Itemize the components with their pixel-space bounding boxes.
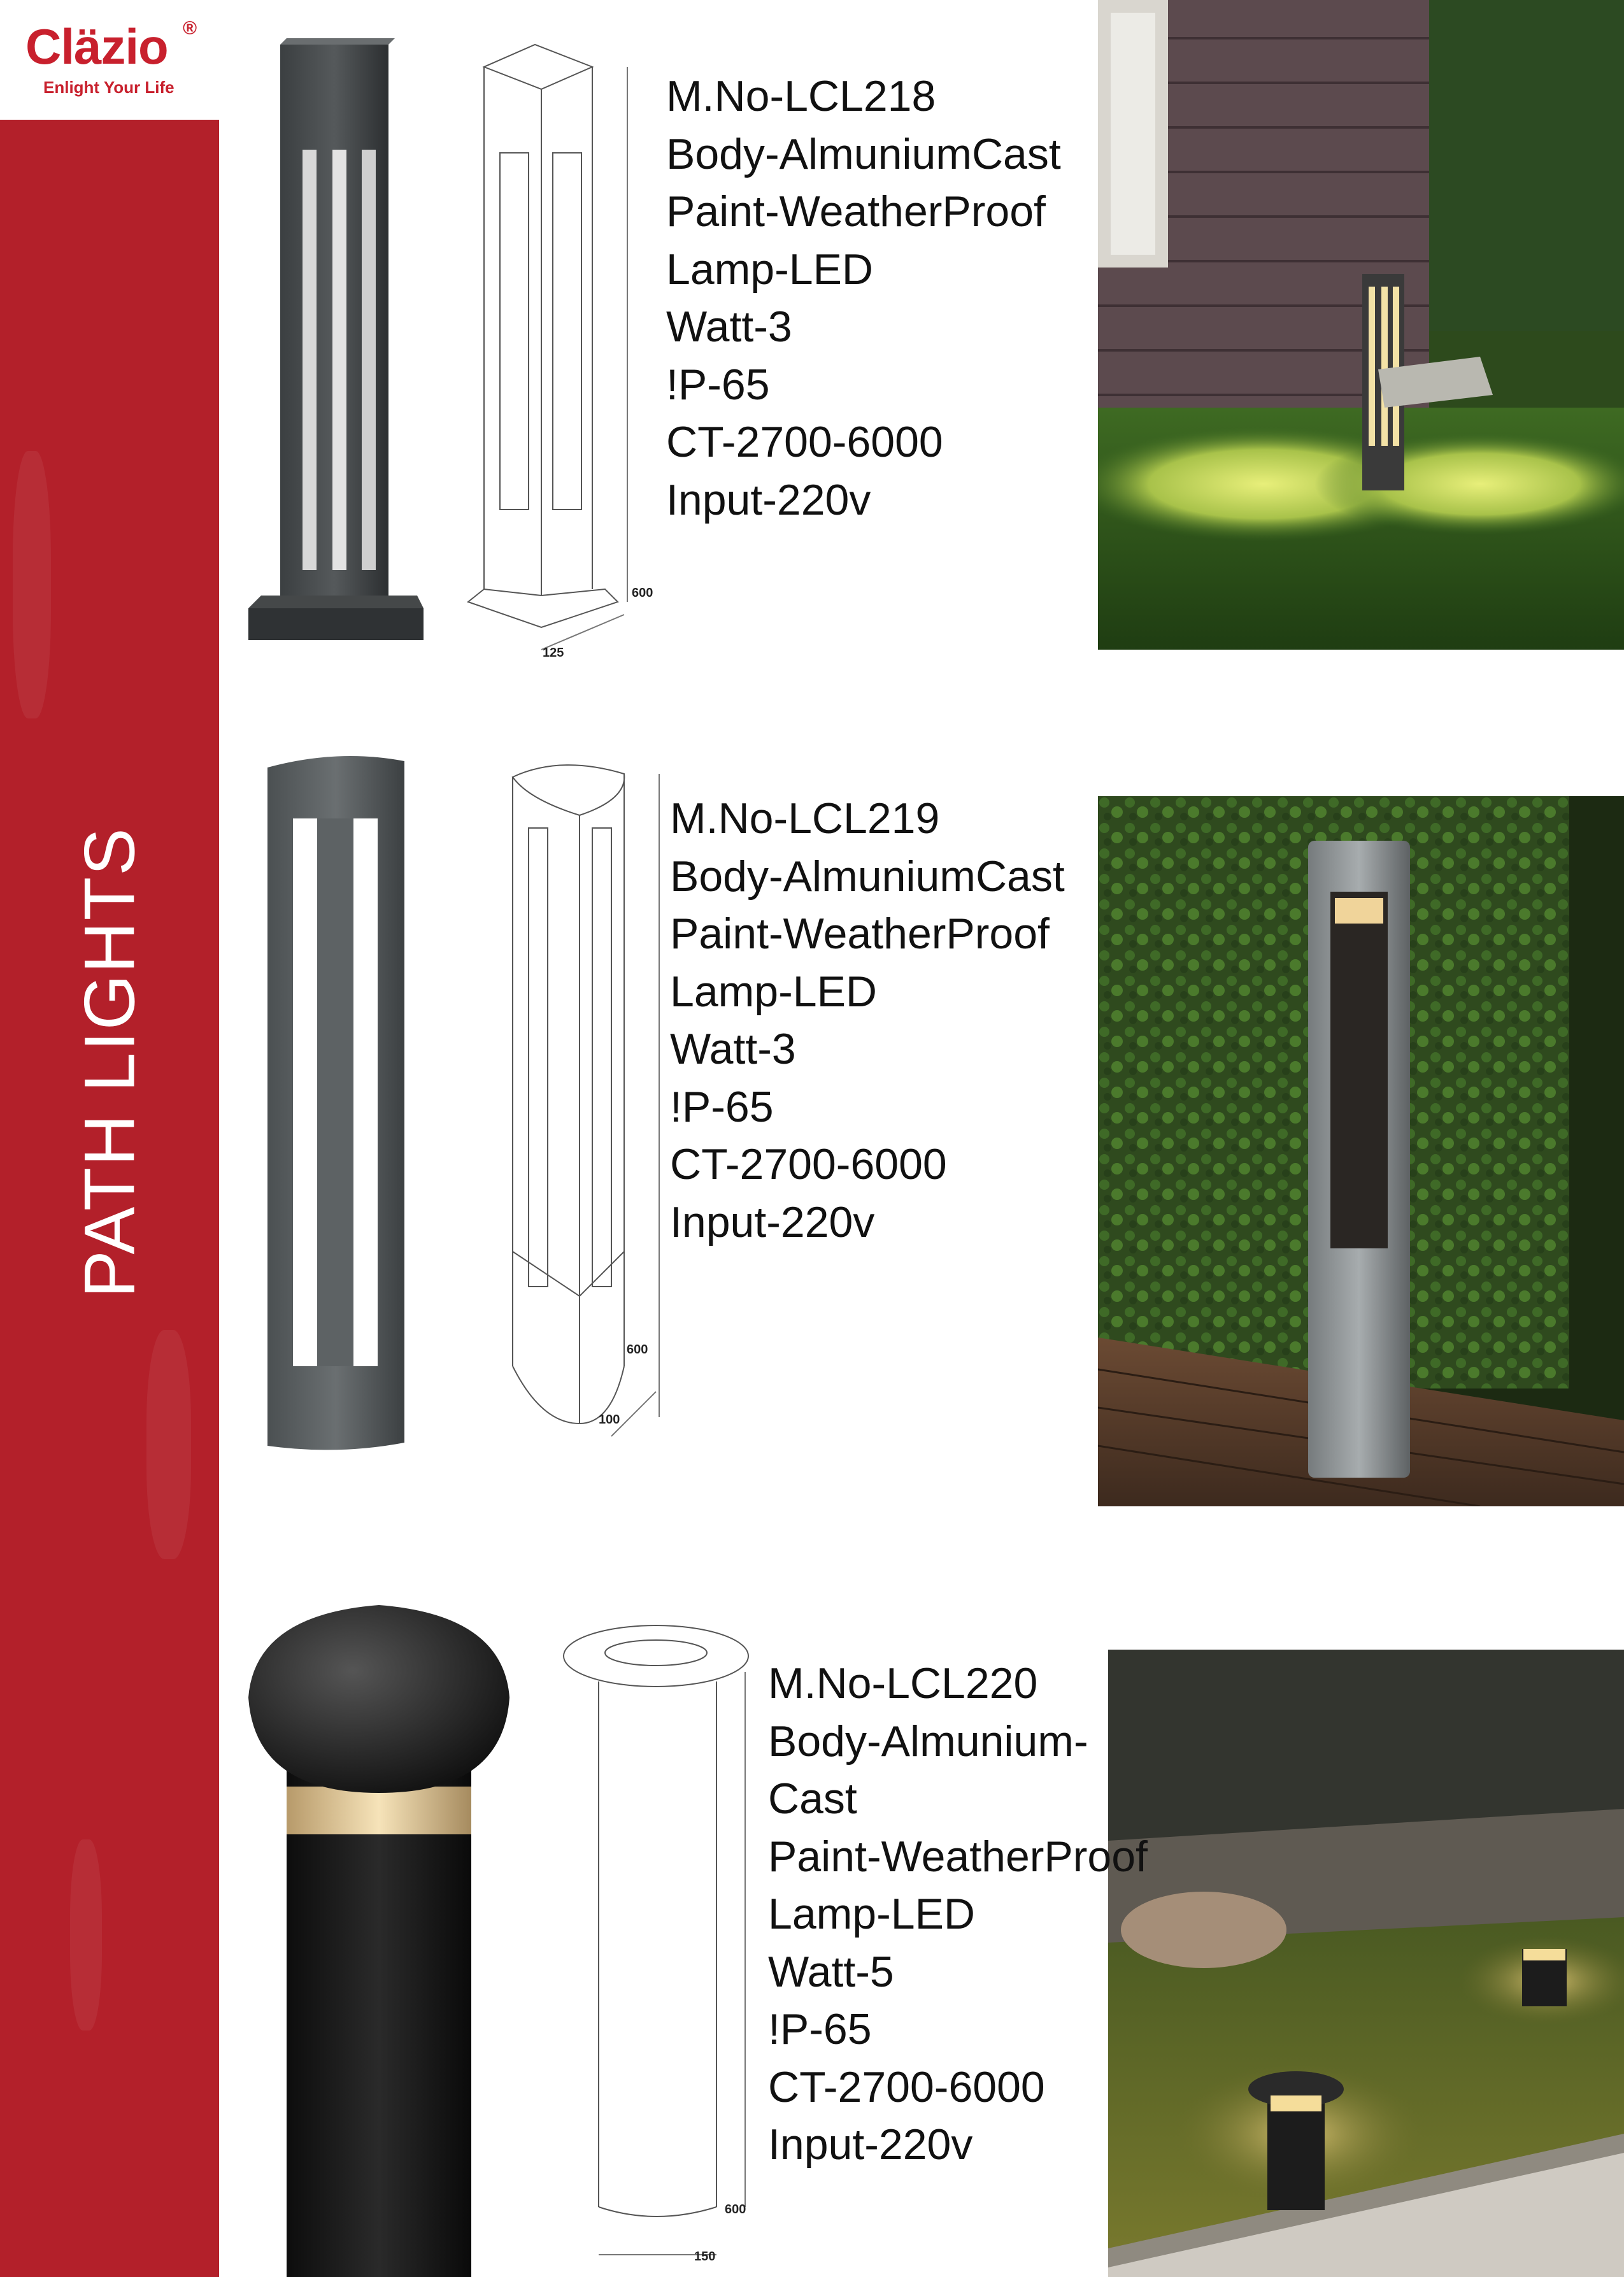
spec-paint: Paint-WeatherProof: [670, 910, 1050, 958]
spec-paint: Paint-WeatherProof: [768, 1832, 1148, 1881]
dimension-width: 100: [599, 1413, 620, 1427]
spec-paint: Paint-WeatherProof: [666, 187, 1046, 236]
technical-drawing-lcl219: [503, 755, 694, 1455]
spec-watt: Watt-3: [666, 303, 792, 351]
installation-photo-lcl218: [1098, 0, 1624, 650]
dimension-height: 600: [725, 2202, 746, 2216]
logo-name: Cläzio: [25, 18, 168, 75]
spec-input: Input-220v: [768, 2120, 973, 2169]
dimension-height: 600: [627, 1343, 648, 1357]
spec-model: M.No-LCL220: [768, 1659, 1038, 1708]
spec-lamp: Lamp-LED: [666, 245, 874, 294]
spec-watt: Watt-3: [670, 1025, 796, 1073]
spec-body: Body-AlmuniumCast: [666, 129, 1061, 178]
section-title: PATH LIGHTS: [69, 827, 150, 1298]
product-specs-lcl218: [666, 68, 1061, 529]
product-photo-lcl218: [242, 38, 433, 669]
spec-ip: !P-65: [666, 360, 770, 409]
product-photo-lcl220: [242, 1602, 522, 2277]
product-photo-lcl219: [261, 755, 414, 1455]
product-specs-lcl219: [670, 790, 1065, 1251]
spec-watt: Watt-5: [768, 1947, 894, 1996]
dimension-width: 150: [694, 2250, 716, 2264]
spec-body: Body-Almunium-: [768, 1717, 1088, 1766]
brand-logo: [25, 18, 217, 113]
dimension-width: 125: [543, 646, 564, 660]
spec-ct: CT-2700-6000: [670, 1140, 947, 1188]
logo-tagline: Enlight Your Life: [43, 78, 175, 97]
spec-lamp: Lamp-LED: [768, 1890, 976, 1938]
spec-ip: !P-65: [670, 1082, 774, 1131]
spec-model: M.No-LCL219: [670, 794, 940, 843]
technical-drawing-lcl220: [560, 1621, 802, 2277]
spec-ct: CT-2700-6000: [768, 2062, 1045, 2111]
spec-body-continued: Cast: [768, 1774, 857, 1823]
section-band: [0, 120, 219, 2277]
product-specs-lcl220: [768, 1655, 1148, 2174]
logo-registered-mark: ®: [183, 18, 197, 39]
dimension-height: 600: [632, 586, 653, 600]
spec-input: Input-220v: [670, 1197, 875, 1246]
spec-input: Input-220v: [666, 475, 871, 524]
spec-lamp: Lamp-LED: [670, 967, 878, 1016]
installation-photo-lcl220: [1108, 1650, 1624, 2277]
spec-ip: !P-65: [768, 2005, 872, 2053]
spec-ct: CT-2700-6000: [666, 418, 943, 466]
installation-photo-lcl219: [1098, 796, 1624, 1506]
spec-model: M.No-LCL218: [666, 72, 936, 120]
spec-body: Body-AlmuniumCast: [670, 852, 1065, 901]
technical-drawing-lcl218: [459, 41, 669, 669]
